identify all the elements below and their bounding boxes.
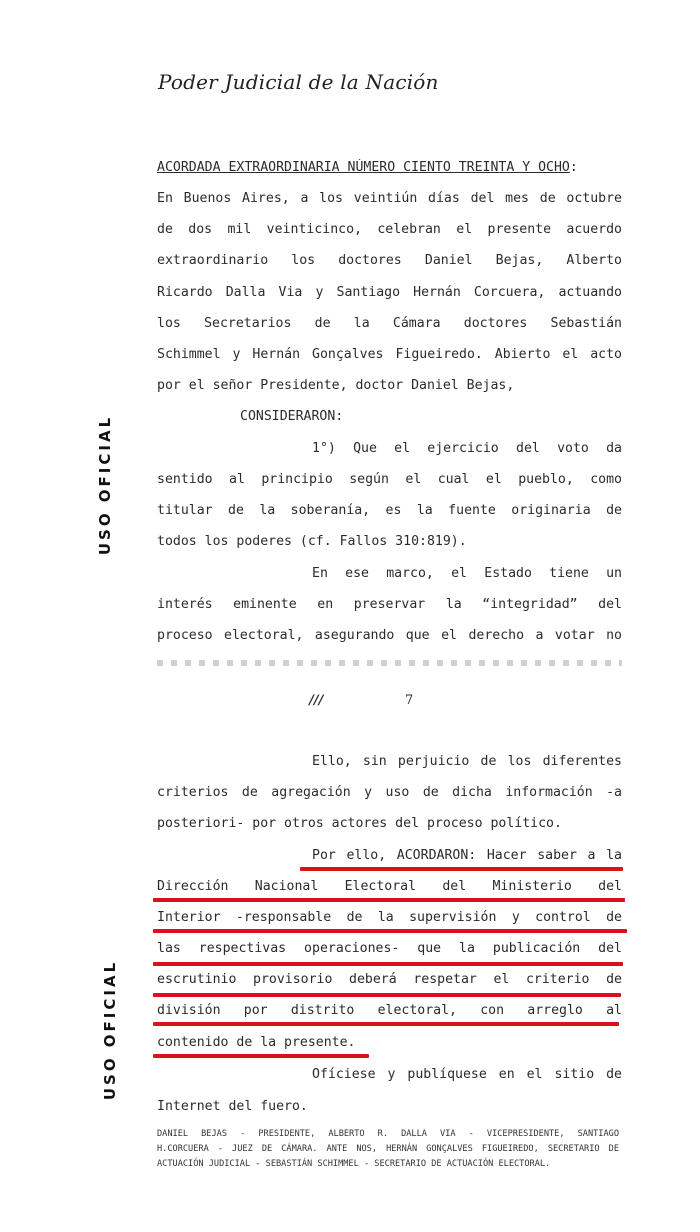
page-continuation-marker: /// bbox=[309, 693, 324, 708]
body-line: En ese marco, el Estado tiene un bbox=[312, 566, 622, 581]
body-line: Interior -responsable de la supervisión y control de bbox=[157, 910, 622, 925]
body-line: Ofíciese y publíquese en el sitio de bbox=[312, 1067, 622, 1082]
body-line: interés eminente en preservar la “integridad” del bbox=[157, 597, 622, 612]
signature-line: ACTUACIÓN JUDICIAL - SEBASTIÁN SCHIMMEL - SECRETARIO DE ACTUACIÓN ELECTORAL. bbox=[157, 1159, 551, 1169]
body-line: sentido al principio según el cual el pueblo, como bbox=[157, 472, 622, 487]
uso-oficial-stamp-bottom: USO OFICIAL bbox=[101, 959, 119, 1101]
highlight-underline bbox=[153, 898, 625, 902]
body-line: Por ello, ACORDARON: Hacer saber a la bbox=[312, 848, 622, 863]
body-line: En Buenos Aires, a los veintiún días del mes de octubre bbox=[157, 191, 622, 206]
highlight-underline bbox=[153, 929, 627, 933]
acordada-heading-colon: : bbox=[569, 160, 578, 175]
header-title: Poder Judicial de la Nación bbox=[158, 70, 439, 94]
body-line: 1°) Que el ejercicio del voto da bbox=[312, 441, 622, 456]
acordada-heading-line bbox=[157, 159, 622, 177]
body-line: Schimmel y Hernán Gonçalves Figueiredo. Abierto el acto bbox=[157, 347, 622, 362]
highlight-underline bbox=[153, 1022, 619, 1026]
uso-oficial-stamp-top: USO OFICIAL bbox=[96, 414, 114, 556]
highlight-underline bbox=[153, 1054, 369, 1058]
page-number: 7 bbox=[405, 693, 414, 708]
body-line: criterios de agregación y uso de dicha información -a bbox=[157, 785, 622, 800]
body-line: titular de la soberanía, es la fuente originaria de bbox=[157, 503, 622, 518]
body-line: las respectivas operaciones- que la publicación del bbox=[157, 941, 622, 956]
highlight-underline bbox=[153, 993, 621, 997]
body-line: de dos mil veinticinco, celebran el presente acuerdo bbox=[157, 222, 622, 237]
body-line: posteriori- por otros actores del proceso político. bbox=[157, 816, 562, 831]
body-line: división por distrito electoral, con arreglo al bbox=[157, 1003, 622, 1018]
body-line: los Secretarios de la Cámara doctores Sebastián bbox=[157, 316, 622, 331]
body-line: escrutinio provisorio deberá respetar el criterio de bbox=[157, 972, 622, 987]
cut-off-line bbox=[157, 660, 622, 666]
body-line: extraordinario los doctores Daniel Bejas, Alberto bbox=[157, 253, 622, 268]
body-line: Dirección Nacional Electoral del Ministerio del bbox=[157, 879, 622, 894]
signature-line: DANIEL BEJAS - PRESIDENTE, ALBERTO R. DALLA VIA - VICEPRESIDENTE, SANTIAGO bbox=[157, 1129, 619, 1139]
body-line: Ello, sin perjuicio de los diferentes bbox=[312, 754, 622, 769]
body-line: proceso electoral, asegurando que el derecho a votar no bbox=[157, 628, 622, 643]
body-line: Internet del fuero. bbox=[157, 1099, 308, 1114]
highlight-underline bbox=[300, 867, 623, 871]
signature-line: H.CORCUERA - JUEZ DE CÁMARA. ANTE NOS, HERNÁN GONÇALVES FIGUEIREDO, SECRETARIO DE bbox=[157, 1144, 619, 1154]
body-line: Ricardo Dalla Via y Santiago Hernán Corcuera, actuando bbox=[157, 285, 622, 300]
body-line: todos los poderes (cf. Fallos 310:819). bbox=[157, 534, 467, 549]
body-line: por el señor Presidente, doctor Daniel Bejas, bbox=[157, 378, 515, 393]
body-line: contenido de la presente. bbox=[157, 1035, 356, 1050]
highlight-underline bbox=[153, 962, 623, 966]
consideraron-heading: CONSIDERARON: bbox=[240, 409, 344, 424]
acordada-heading: ACORDADA EXTRAORDINARIA NÚMERO CIENTO TREINTA Y OCHO bbox=[157, 160, 570, 175]
